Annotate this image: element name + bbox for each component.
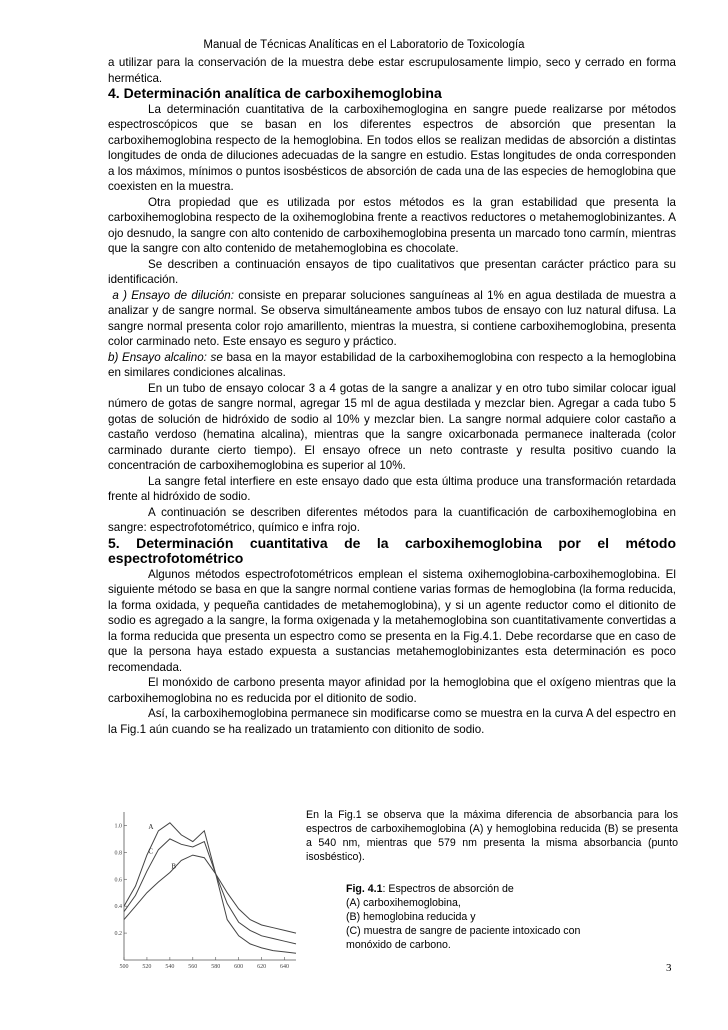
paragraph-ensayo-dilucion (108, 288, 676, 350)
y-tick-label: 1.0 (114, 823, 122, 830)
paragraph: La sangre fetal interfiere en este ensayo dado que esta última produce una transformación retardada frente al hidróxido de sodio. (108, 474, 676, 503)
paragraph: Algunos métodos espectrofotométricos emplean el sistema oxihemoglobina-carboxihemoglobina. El siguiente método se basa en que la sangre normal contiene varias formas de hemoglobina (la forma reducida, la forma oxidada, y pequeña cantidades de metahemoglobina), y si un agente reductor como el ditionito de sodio es agregado a la sangre, la forma oxigenada y la metahemoglobina son cuantitativamente convertidas a la forma reducida que presenta un espectro como se presenta en la Fig.4.1. Debe recordarse que en caso de que la persona haya estado expuesta a sustancias metahemoglobinizantes esta determinación es poco recomendada. (108, 567, 676, 674)
figure-explanation: En la Fig.1 se observa que la máxima diferencia de absorbancia para los espectros de carboxihemoglobina (A) y hemoglobina reducida (B) se presenta a 540 nm, mientras que 579 nm presenta la misma absorbancia (punto isosbéstico). (306, 809, 678, 863)
x-tick-label: 500 (119, 964, 129, 970)
running-header: Manual de Técnicas Analíticas en el Laboratorio de Toxicología (203, 39, 525, 51)
figure-caption (346, 882, 646, 952)
body-text (108, 55, 676, 737)
caption-line (346, 882, 646, 896)
x-tick-label: 620 (257, 964, 267, 970)
paragraph-ensayo-alcalino (108, 350, 676, 381)
y-tick-label: 0.4 (114, 904, 122, 911)
x-tick-label: 520 (142, 964, 152, 970)
caption-text: : Espectros de absorción de (382, 883, 514, 895)
series-label-A: A (148, 822, 154, 831)
y-tick-label: 0.2 (114, 931, 122, 938)
paragraph-continued: a utilizar para la conservación de la muestra debe estar escrupulosamente limpio, seco y cerrado en forma hermética. (108, 56, 676, 85)
caption-line: (A) carboxihemoglobina, (346, 897, 461, 909)
ensayo-dilucion-text: consiste en preparar soluciones sanguíneas al 1% en agua destilada de muestra a analizar y de sangre normal. Se observa simultáneamente ambos tubos de ensayo con luz natural difusa. La sangre normal presenta color rojo amarillento, mientras la muestra, si contiene carboxihemoglobina, presenta color carminado neto. Este ensayo es seguro y práctico. (108, 288, 676, 348)
paragraph: En un tubo de ensayo colocar 3 a 4 gotas de la sangre a analizar y en otro tubo similar colocar igual número de gotas de sangre normal, agregar 15 ml de agua destilada y mezclar bien. Agregar a cada tubo 5 gotas de solución de hidróxido de sodio al 10% y mezclar bien. La sangre normal adquiere color castaño a castaño verdoso (hematina alcalina), mientras que la sangre oxicarbonada permanece inalterada (color carminado durante cierto tiempo). El ensayo ofrece un neto contraste y resulta positivo cuando la concentración de carboxihemoglobina es superior al 10%. (108, 381, 676, 472)
section-5-title: 5. Determinación cuantitativa de la carboxihemoglobina por el método espectrofotométrico (108, 534, 676, 566)
page-number: 3 (666, 962, 672, 974)
x-tick-label: 580 (211, 964, 221, 970)
series-label-C: C (148, 847, 154, 856)
paragraph: Otra propiedad que es utilizada por estos métodos es la gran estabilidad que presenta la carboxihemoglobina respecto de la oxihemoglobina frente a reactivos reductores o metahemoglobinizantes. A ojo desnudo, la sangre con alto contenido de carboxihemoglobina presenta un marcado tono carmín, mientras que la sangre con alto contenido de metahemoglobina es chocolate. (108, 195, 676, 255)
ensayo-alcalino-label: b) Ensayo alcalino: se (108, 350, 223, 364)
y-tick-label: 0.6 (114, 877, 122, 884)
x-tick-label: 640 (280, 964, 290, 970)
caption-line: monóxido de carbono. (346, 939, 451, 951)
paragraph: La determinación cuantitativa de la carboxihemoglogina en sangre puede realizarse por métodos espectroscópicos que se basan en los diferentes espectros de absorción que presentan la carboxihemoglobina respecto de la hemoglobina. En todos ellos se realizan medidas de absorción a distintas longitudes de onda de diluciones adecuadas de la sangre en estudio. Estas longitudes de onda corresponden a los máximos, mínimos o puntos isosbésticos de absorción de cada una de las especies de hemoglobina que coexisten en la muestra. (108, 102, 676, 193)
figure-area (108, 806, 676, 976)
series-curve-A (124, 823, 296, 954)
absorption-spectrum-chart (108, 806, 304, 972)
x-tick-label: 600 (234, 964, 244, 970)
section-4-title: 4. Determinación analítica de carboxihemoglobina (108, 85, 442, 101)
paragraph: El monóxido de carbono presenta mayor afinidad por la hemoglobina que el oxígeno mientras que la carboxihemoglobina no es reducida por el ditionito de sodio. (108, 676, 676, 705)
ensayo-dilucion-label: a ) Ensayo de dilución: (112, 288, 234, 302)
y-tick-label: 0.8 (114, 850, 122, 857)
caption-line: (C) muestra de sangre de paciente intoxicado con (346, 925, 581, 937)
caption-label: Fig. 4.1 (346, 883, 383, 895)
series-label-B: B (171, 862, 177, 871)
caption-line: (B) hemoglobina reducida y (346, 911, 476, 923)
x-tick-label: 540 (165, 964, 175, 970)
paragraph: A continuación se describen diferentes métodos para la cuantificación de carboxihemoglobina en sangre: espectrofotométrico, químico e infra rojo. (108, 505, 676, 534)
paragraph: Así, la carboxihemoglobina permanece sin modificarse como se muestra en la curva A del espectro en la Fig.1 aún cuando se ha realizado un tratamiento con ditionito de sodio. (108, 707, 676, 736)
paragraph: Se describen a continuación ensayos de tipo cualitativos que presentan carácter práctico para su identificación. (108, 257, 676, 286)
ensayo-alcalino-text: basa en la mayor estabilidad de la carboxihemoglobina con respecto a la hemoglobina en similares condiciones alcalinas. (108, 350, 676, 379)
x-tick-label: 560 (188, 964, 198, 970)
